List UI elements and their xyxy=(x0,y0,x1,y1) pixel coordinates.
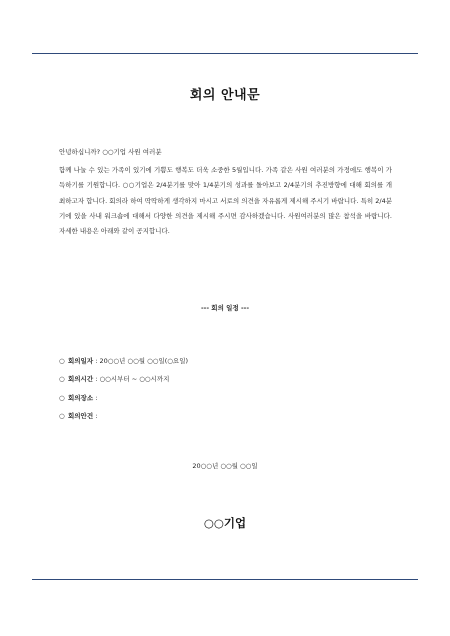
meeting-agenda-value: : xyxy=(93,411,98,420)
meeting-date-item xyxy=(59,352,188,370)
top-rule xyxy=(32,53,418,54)
meeting-agenda-label: 회의안건 xyxy=(68,411,94,420)
schedule-heading: --- 회의 일정 --- xyxy=(200,304,250,312)
circle-bullet-icon: ○ xyxy=(59,411,65,420)
circle-bullet-icon: ○ xyxy=(59,375,65,384)
document-title: 회의 안내문 xyxy=(189,88,261,103)
meeting-details-list xyxy=(59,352,188,425)
company-name: ○○기업 xyxy=(203,516,247,530)
meeting-date-label: 회의일자 xyxy=(68,357,94,365)
meeting-date-value: : 20○○년 ○○월 ○○일(○요일) xyxy=(93,357,189,365)
meeting-time-value: : ○○시부터 ~ ○○시까지 xyxy=(93,375,170,384)
meeting-time-label: 회의시간 xyxy=(68,375,94,384)
meeting-time-item xyxy=(59,370,188,388)
circle-bullet-icon: ○ xyxy=(59,357,65,365)
meeting-place-label: 회의장소 xyxy=(68,393,94,402)
greeting: 안녕하십니까? ○○기업 사원 여러분 xyxy=(59,148,162,156)
meeting-place-item xyxy=(59,389,188,407)
issue-date: 20○○년 ○○월 ○○일 xyxy=(192,462,258,470)
bottom-rule xyxy=(32,579,418,580)
meeting-place-value: : xyxy=(93,393,98,402)
circle-bullet-icon: ○ xyxy=(59,393,65,402)
body-paragraph: 함께 나눌 수 있는 가족이 있기에 기쁨도 행복도 더욱 소중한 5월입니다. 가족 같은 사원 여러분의 가정에도 행복이 가득하기를 기원합니다. ○○기업은 2/4분기를 맞아 1/4분기의 성과를 돌아보고 2/4분기의 추진방향에 대해 회의를 개최하고자 합니다. 회의라 하여 딱딱하게 생각하지 마시고 서로의 의견을 자유롭게 제시해 주시기 바랍니다. 특히 2/4분기에 있을 사내 워크숍에 대해서 다양한 의견을 제시해 주시면 감사하겠습니다. 사원여러분의 많은 참석을 바랍니다. 자세한 내용은 아래와 같이 공지합니다. xyxy=(59,166,392,236)
meeting-agenda-item xyxy=(59,407,188,425)
